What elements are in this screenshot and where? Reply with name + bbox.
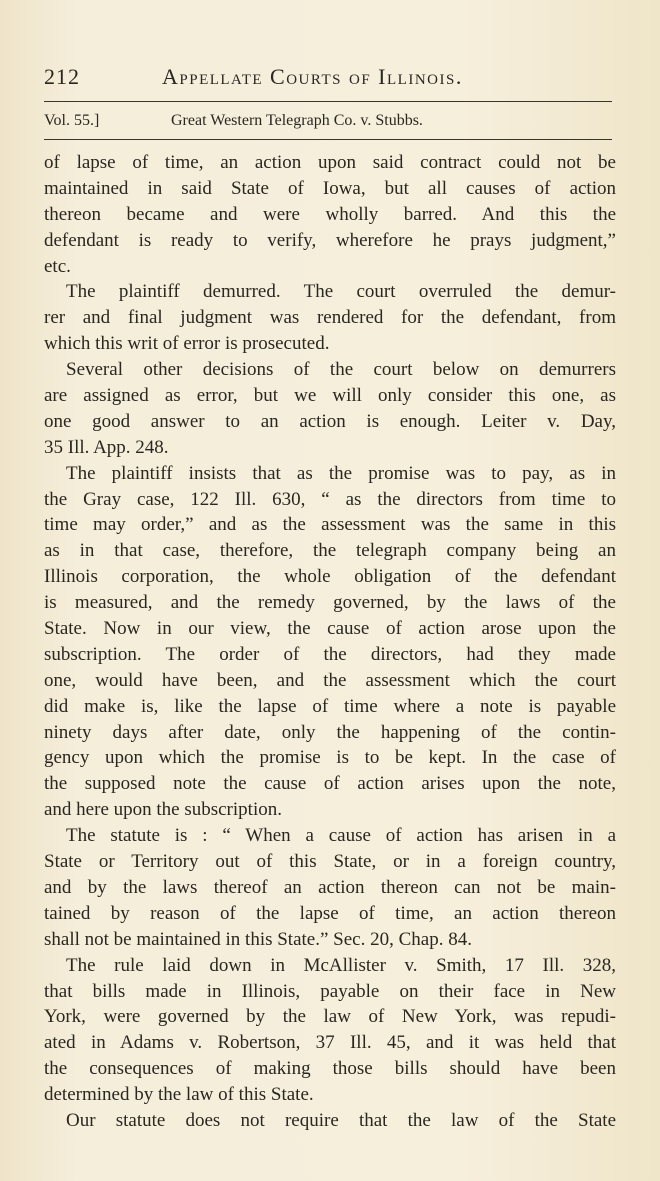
text-line: The rule laid down in McAllister v. Smith, 17 Ill. 328, [66,954,616,976]
text-line: Illinois corporation, the whole obligation of the defendant [44,566,616,588]
text-line: one good answer to an action is enough. Leiter v. Day, [44,410,616,432]
text-line: State. Now in our view, the cause of action arose upon the [44,618,616,640]
subheader-rule [44,139,612,140]
text-line: the consequences of making those bills should have been [44,1058,616,1080]
text-line: tained by reason of the lapse of time, an action thereon [44,902,616,924]
text-line: and by the laws thereof an action thereon can not be main- [44,876,616,898]
text-line: The plaintiff insists that as the promise was to pay, as in [66,462,616,484]
page-number: 212 [44,64,80,89]
text-line: defendant is ready to verify, wherefore he prays judgment,” [44,229,616,251]
text-line: shall not be maintained in this State.” Sec. 20, Chap. 84. [44,928,472,950]
text-line: did make is, like the lapse of time where a note is payable [44,695,616,717]
text-line: time may order,” and as the assessment was the same in this [44,514,616,536]
text-line: which this writ of error is prosecuted. [44,333,330,355]
text-line: thereon became and were wholly barred. And this the [44,203,616,225]
text-line: ninety days after date, only the happening of the contin- [44,721,616,743]
text-line: 35 Ill. App. 248. [44,436,169,458]
text-line: as in that case, therefore, the telegraph company being an [44,540,616,562]
text-line: etc. [44,255,71,277]
volume-label: Vol. 55.] [44,112,100,129]
text-line: of lapse of time, an action upon said contract could not be [44,152,616,173]
text-line: Our statute does not require that the law of the State [66,1109,616,1131]
text-line: the Gray case, 122 Ill. 630, “ as the directors from time to [44,488,616,510]
text-line: York, were governed by the law of New York, was repudi- [44,1006,616,1028]
text-line: are assigned as error, but we will only consider this one, as [44,385,616,407]
text-line: that bills made in Illinois, payable on their face in New [44,980,616,1002]
running-head [44,64,620,98]
text-line: one, would have been, and the assessment which the court [44,669,616,691]
text-line: the supposed note the cause of action arises upon the note, [44,773,616,795]
opinion-text [44,150,616,1134]
text-line: subscription. The order of the directors, had they made [44,643,616,665]
text-line: and here upon the subscription. [44,799,282,821]
case-subheader [44,112,620,134]
text-line: State or Territory out of this State, or in a foreign country, [44,851,616,873]
text-line: rer and final judgment was rendered for the defendant, from [44,307,616,329]
text-line: The plaintiff demurred. The court overruled the demur- [66,281,616,303]
running-title: Appellate Courts of Illinois. [162,64,463,89]
case-title: Great Western Telegraph Co. v. Stubbs. [171,112,423,129]
text-line: ated in Adams v. Robertson, 37 Ill. 45, and it was held that [44,1032,616,1054]
text-line: maintained in said State of Iowa, but all causes of action [44,177,616,199]
text-line: gency upon which the promise is to be kept. In the case of [44,747,616,769]
text-line: Several other decisions of the court below on demurrers [66,359,616,381]
text-line: determined by the law of this State. [44,1084,314,1106]
header-rule [44,101,612,102]
text-line: is measured, and the remedy governed, by the laws of the [44,592,616,614]
text-line: The statute is : “ When a cause of action has arisen in a [66,825,616,847]
